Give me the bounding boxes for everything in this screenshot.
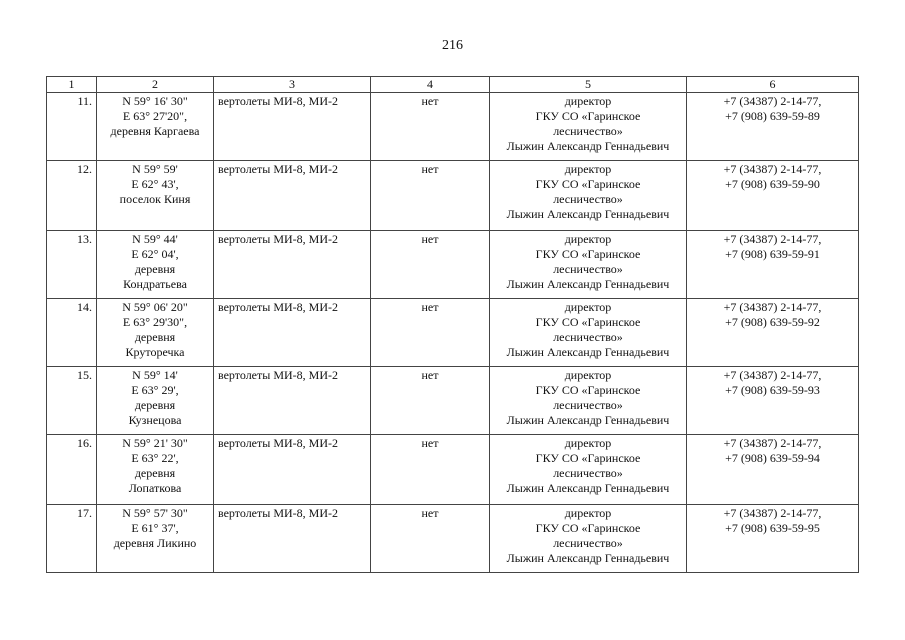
fuel-availability-cell — [371, 161, 490, 231]
coordinates-cell — [97, 505, 214, 573]
coordinate-line: Круторечка — [125, 345, 185, 359]
column-header: 2 — [97, 77, 214, 93]
phone-number: +7 (908) 639-59-92 — [725, 315, 820, 329]
aircraft-type-cell — [214, 161, 371, 231]
coordinate-line: деревня — [134, 262, 176, 276]
contact-line: ГКУ СО «Гаринское — [535, 247, 641, 261]
phone-number: +7 (34387) 2-14-77, — [723, 300, 822, 314]
row-number: 17. — [77, 506, 92, 520]
contact-line: Лыжин Александр Геннадьевич — [506, 277, 670, 291]
table-row — [47, 161, 859, 231]
row-number-cell — [47, 93, 97, 161]
aircraft-type: вертолеты МИ-8, МИ-2 — [218, 94, 338, 108]
contact-line: ГКУ СО «Гаринское — [535, 451, 641, 465]
contact-line: директор — [564, 300, 612, 314]
coordinate-line: E 63° 27'20", — [122, 109, 188, 123]
contact-person-cell — [490, 299, 687, 367]
coordinate-line: деревня Каргаева — [110, 124, 200, 138]
fuel-availability-cell — [371, 231, 490, 299]
coordinate-line: поселок Киня — [119, 192, 191, 206]
aircraft-type-cell — [214, 367, 371, 435]
table-row — [47, 367, 859, 435]
coordinate-line: Лопаткова — [128, 481, 182, 495]
contact-line: Лыжин Александр Геннадьевич — [506, 207, 670, 221]
landing-sites-table — [46, 76, 859, 573]
phone-number: +7 (34387) 2-14-77, — [723, 436, 822, 450]
table-row — [47, 505, 859, 573]
coordinate-line: Кондратьева — [123, 277, 187, 291]
aircraft-type: вертолеты МИ-8, МИ-2 — [218, 300, 338, 314]
coordinate-line: N 59° 59' — [132, 162, 178, 176]
aircraft-type-cell — [214, 435, 371, 505]
page-number: 216 — [442, 38, 463, 53]
phone-number: +7 (908) 639-59-94 — [725, 451, 820, 465]
coordinates-cell — [97, 367, 214, 435]
phone-number: +7 (908) 639-59-91 — [725, 247, 820, 261]
phone-number: +7 (908) 639-59-90 — [725, 177, 820, 191]
coordinate-line: E 63° 29', — [131, 383, 179, 397]
table-row — [47, 231, 859, 299]
contact-line: директор — [564, 368, 612, 382]
coordinates-cell — [97, 161, 214, 231]
contact-line: лесничество» — [553, 124, 623, 138]
aircraft-type: вертолеты МИ-8, МИ-2 — [218, 368, 338, 382]
phone-number: +7 (34387) 2-14-77, — [723, 506, 822, 520]
table-row — [47, 93, 859, 161]
coordinate-line: N 59° 06' 20" — [122, 300, 188, 314]
contact-line: Лыжин Александр Геннадьевич — [506, 413, 670, 427]
phone-number: +7 (908) 639-59-89 — [725, 109, 820, 123]
coordinates-cell — [97, 299, 214, 367]
phone-number: +7 (908) 639-59-93 — [725, 383, 820, 397]
contact-line: ГКУ СО «Гаринское — [535, 109, 641, 123]
coordinate-line: E 62° 04', — [131, 247, 179, 261]
row-number: 11. — [77, 94, 92, 108]
contact-line: Лыжин Александр Геннадьевич — [506, 481, 670, 495]
contact-line: директор — [564, 232, 612, 246]
contact-line: Лыжин Александр Геннадьевич — [506, 345, 670, 359]
column-header: 6 — [687, 77, 859, 93]
aircraft-type-cell — [214, 299, 371, 367]
fuel-availability-cell — [371, 367, 490, 435]
phone-cell — [687, 231, 859, 299]
column-header: 4 — [371, 77, 490, 93]
coordinates-cell — [97, 231, 214, 299]
row-number-cell — [47, 435, 97, 505]
contact-person-cell — [490, 93, 687, 161]
column-header: 3 — [214, 77, 371, 93]
phone-number: +7 (34387) 2-14-77, — [723, 368, 822, 382]
aircraft-type: вертолеты МИ-8, МИ-2 — [218, 232, 338, 246]
fuel-availability-cell — [371, 435, 490, 505]
contact-person-cell — [490, 435, 687, 505]
contact-line: директор — [564, 94, 612, 108]
coordinate-line: деревня — [134, 330, 176, 344]
contact-line: ГКУ СО «Гаринское — [535, 177, 641, 191]
fuel-availability: нет — [421, 300, 439, 314]
phone-number: +7 (908) 639-59-95 — [725, 521, 820, 535]
table-row — [47, 435, 859, 505]
row-number-cell — [47, 367, 97, 435]
phone-number: +7 (34387) 2-14-77, — [723, 232, 822, 246]
phone-cell — [687, 299, 859, 367]
coordinate-line: N 59° 57' 30" — [122, 506, 188, 520]
coordinate-line: деревня — [134, 466, 176, 480]
fuel-availability-cell — [371, 505, 490, 573]
row-number: 16. — [77, 436, 92, 450]
aircraft-type-cell — [214, 505, 371, 573]
phone-cell — [687, 93, 859, 161]
row-number: 14. — [77, 300, 92, 314]
aircraft-type-cell — [214, 231, 371, 299]
contact-person-cell — [490, 161, 687, 231]
aircraft-type: вертолеты МИ-8, МИ-2 — [218, 436, 338, 450]
coordinates-cell — [97, 93, 214, 161]
contact-line: директор — [564, 162, 612, 176]
contact-person-cell — [490, 231, 687, 299]
column-header: 1 — [47, 77, 97, 93]
contact-person-cell — [490, 367, 687, 435]
phone-cell — [687, 161, 859, 231]
contact-line: лесничество» — [553, 192, 623, 206]
coordinate-line: E 63° 22', — [131, 451, 179, 465]
row-number: 15. — [77, 368, 92, 382]
fuel-availability-cell — [371, 299, 490, 367]
contact-line: ГКУ СО «Гаринское — [535, 521, 641, 535]
fuel-availability: нет — [421, 94, 439, 108]
phone-number: +7 (34387) 2-14-77, — [723, 94, 822, 108]
aircraft-type: вертолеты МИ-8, МИ-2 — [218, 506, 338, 520]
phone-number: +7 (34387) 2-14-77, — [723, 162, 822, 176]
contact-line: ГКУ СО «Гаринское — [535, 383, 641, 397]
contact-line: лесничество» — [553, 536, 623, 550]
row-number: 12. — [77, 162, 92, 176]
aircraft-type: вертолеты МИ-8, МИ-2 — [218, 162, 338, 176]
coordinate-line: деревня — [134, 398, 176, 412]
fuel-availability: нет — [421, 506, 439, 520]
coordinate-line: Кузнецова — [128, 413, 182, 427]
coordinate-line: N 59° 21' 30" — [122, 436, 188, 450]
phone-cell — [687, 367, 859, 435]
fuel-availability: нет — [421, 436, 439, 450]
fuel-availability-cell — [371, 93, 490, 161]
coordinate-line: N 59° 44' — [132, 232, 178, 246]
fuel-availability: нет — [421, 232, 439, 246]
row-number-cell — [47, 299, 97, 367]
aircraft-type-cell — [214, 93, 371, 161]
row-number-cell — [47, 231, 97, 299]
row-number-cell — [47, 161, 97, 231]
contact-line: лесничество» — [553, 466, 623, 480]
contact-person-cell — [490, 505, 687, 573]
coordinate-line: N 59° 14' — [132, 368, 178, 382]
contact-line: директор — [564, 506, 612, 520]
contact-line: ГКУ СО «Гаринское — [535, 315, 641, 329]
row-number-cell — [47, 505, 97, 573]
coordinate-line: деревня Ликино — [113, 536, 197, 550]
fuel-availability: нет — [421, 368, 439, 382]
coordinates-cell — [97, 435, 214, 505]
row-number: 13. — [77, 232, 92, 246]
phone-cell — [687, 435, 859, 505]
coordinate-line: E 61° 37', — [131, 521, 179, 535]
header-row — [47, 77, 859, 93]
coordinate-line: E 62° 43', — [131, 177, 179, 191]
contact-line: лесничество» — [553, 262, 623, 276]
contact-line: лесничество» — [553, 398, 623, 412]
table-row — [47, 299, 859, 367]
contact-line: лесничество» — [553, 330, 623, 344]
fuel-availability: нет — [421, 162, 439, 176]
column-header: 5 — [490, 77, 687, 93]
contact-line: Лыжин Александр Геннадьевич — [506, 139, 670, 153]
coordinate-line: E 63° 29'30", — [122, 315, 188, 329]
contact-line: директор — [564, 436, 612, 450]
phone-cell — [687, 505, 859, 573]
contact-line: Лыжин Александр Геннадьевич — [506, 551, 670, 565]
coordinate-line: N 59° 16' 30" — [122, 94, 188, 108]
table-body — [47, 93, 859, 573]
